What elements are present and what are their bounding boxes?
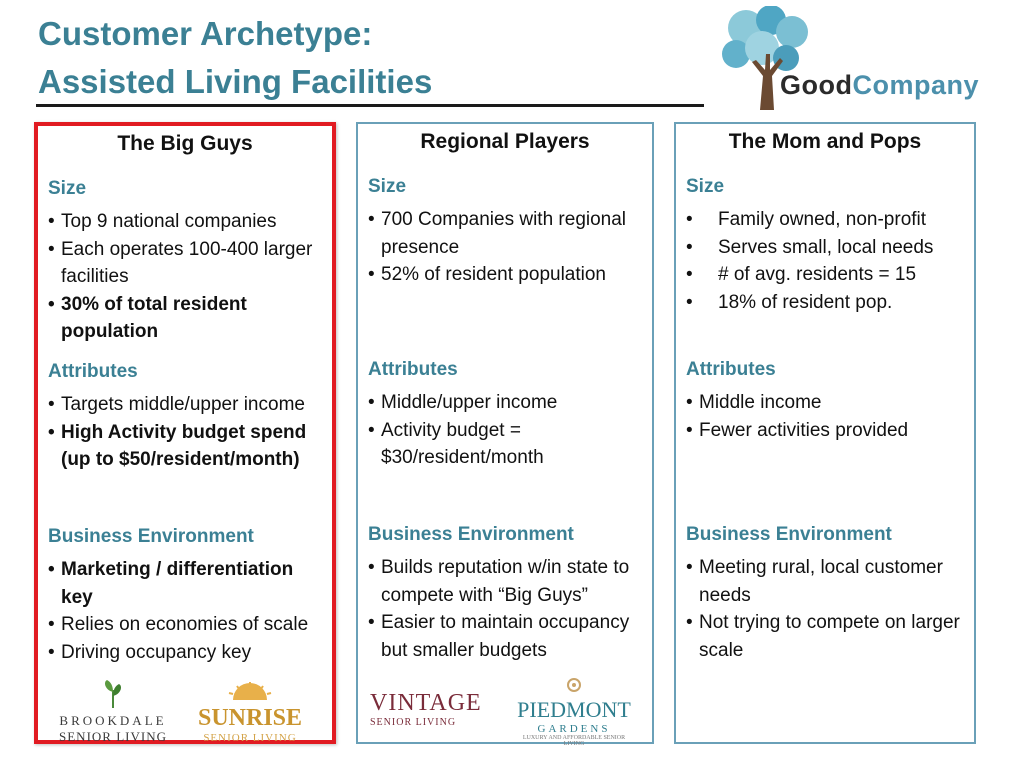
list-item: • Targets middle/upper income (48, 391, 326, 419)
list-item: • Middle income (686, 389, 968, 417)
size-section (48, 176, 326, 346)
business-section (48, 524, 326, 666)
list-item: • Easier to maintain occupancy but smaller budgets (368, 609, 646, 664)
piedmont-tagline: LUXURY AND AFFORDABLE SENIOR LIVING (522, 735, 626, 747)
list-item: • Top 9 national companies (48, 208, 326, 236)
size-section (368, 174, 646, 289)
list-item: • Relies on economies of scale (48, 611, 326, 639)
page-title (38, 10, 432, 106)
section-title: Business Environment (48, 526, 254, 547)
list-item: • Serves small, local needs (686, 234, 968, 262)
brookdale-name: BROOKDALE (59, 713, 167, 728)
section-title: Attributes (368, 359, 458, 380)
section-title: Attributes (686, 359, 776, 380)
list-item: • Family owned, non-profit (686, 206, 968, 234)
piedmont-name: PIEDMONT (517, 697, 631, 722)
business-section (368, 522, 646, 664)
section-title: Size (368, 176, 407, 197)
list-item: • Fewer activities provided (686, 417, 968, 445)
attributes-section (368, 357, 646, 472)
column-mom-and-pops (674, 122, 976, 744)
section-title: Business Environment (368, 524, 574, 545)
section-title: Size (48, 178, 87, 199)
section-title: Attributes (48, 361, 138, 382)
size-section (686, 174, 968, 316)
column-heading: The Mom and Pops (728, 130, 922, 153)
section-title: Size (686, 176, 725, 197)
column-big-guys (34, 122, 336, 744)
list-item: • # of avg. residents = 15 (686, 261, 968, 289)
brookdale-tagline: SENIOR LIVING (59, 729, 167, 744)
attributes-section (686, 357, 968, 444)
column-heading: Regional Players (420, 130, 590, 153)
column-heading: The Big Guys (117, 132, 253, 155)
list-item: • Driving occupancy key (48, 639, 326, 667)
leaf-icon (101, 678, 125, 708)
goodcompany-logo (716, 6, 1016, 110)
title-divider (36, 104, 704, 107)
sunrise-tagline: SENIOR LIVING (203, 732, 297, 744)
list-item: • Middle/upper income (368, 389, 646, 417)
list-item: • Activity budget = $30/resident/month (368, 417, 646, 472)
list-item: • 700 Companies with regional presence (368, 206, 646, 261)
sun-icon (563, 674, 585, 692)
vintage-tagline: SENIOR LIVING (370, 717, 457, 728)
list-item: • Not trying to compete on larger scale (686, 609, 968, 664)
list-item: • 18% of resident pop. (686, 289, 968, 317)
list-item: • Meeting rural, local customer needs (686, 554, 968, 609)
sunrise-name: SUNRISE (197, 705, 303, 731)
section-title: Business Environment (686, 524, 892, 545)
piedmont-logo (516, 674, 632, 747)
sun-icon (225, 682, 275, 700)
logo-company: Company (852, 70, 980, 100)
list-item: • High Activity budget spend (up to $50/resident/month) (48, 419, 326, 474)
vintage-name: VINTAGE (370, 690, 482, 716)
piedmont-subname: GARDENS (537, 723, 611, 735)
list-item: • Marketing / differentiation key (48, 556, 326, 611)
title-line-1: Customer Archetype: (38, 15, 373, 52)
title-line-2: Assisted Living Facilities (38, 63, 433, 100)
column-regional-players (356, 122, 654, 747)
attributes-section (48, 359, 326, 474)
vintage-logo (370, 690, 500, 728)
logo-good: Good (780, 70, 853, 100)
sunrise-logo (190, 682, 310, 744)
list-item: • Builds reputation w/in state to compete with “Big Guys” (368, 554, 646, 609)
list-item: • 30% of total resident population (48, 291, 326, 346)
logo-wordmark (780, 70, 979, 101)
brookdale-logo (48, 678, 178, 745)
business-section (686, 522, 968, 664)
list-item: • 52% of resident population (368, 261, 646, 289)
list-item: • Each operates 100-400 larger facilities (48, 236, 326, 291)
